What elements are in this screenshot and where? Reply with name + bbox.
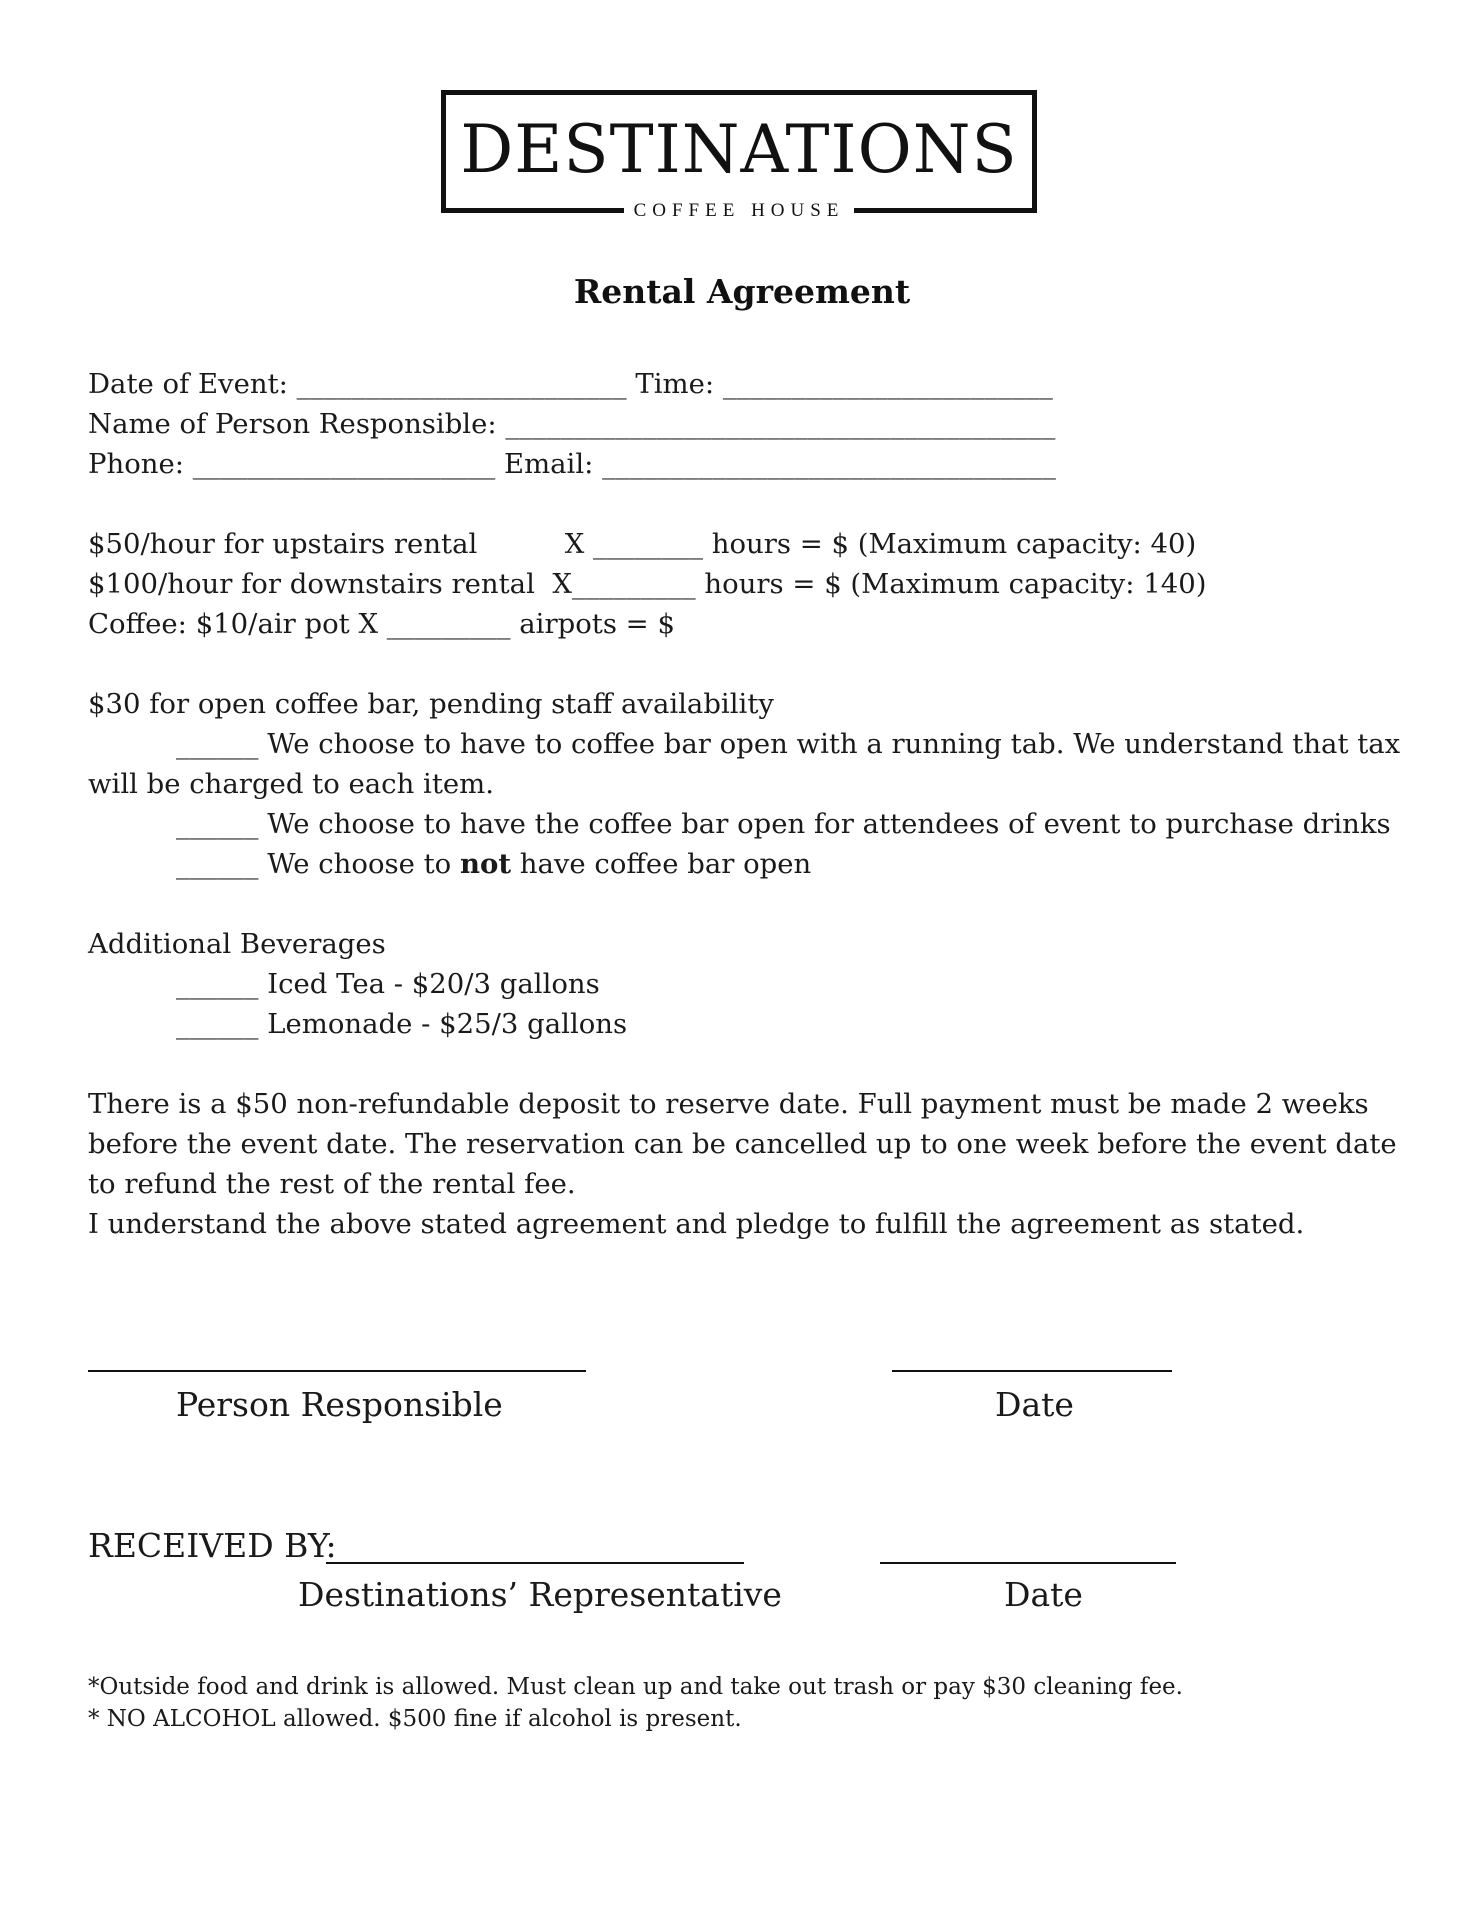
logo-name: DESTINATIONS bbox=[460, 111, 1018, 188]
coffee-bar-heading: $30 for open coffee bar, pending staff availability bbox=[88, 688, 774, 720]
date-time-field[interactable]: Date of Event: ________________________ Time: ________________________ bbox=[88, 368, 1053, 400]
coffee-bar-option-closed[interactable] bbox=[176, 844, 811, 884]
option-closed-post: have coffee bar open bbox=[511, 848, 812, 880]
terms-line-2: before the event date. The reservation can be cancelled up to one week before the event date bbox=[88, 1128, 1397, 1160]
food-note: *Outside food and drink is allowed. Must clean up and take out trash or pay $30 cleaning fee. bbox=[88, 1674, 1183, 1700]
downstairs-rate-line[interactable]: $100/hour for downstairs rental X_________ hours = $ (Maximum capacity: 140) bbox=[88, 568, 1207, 600]
phone-email-field[interactable]: Phone: ______________________ Email: _________________________________ bbox=[88, 448, 1056, 480]
option-closed-pre: ______ We choose to bbox=[176, 848, 460, 880]
terms-line-3: to refund the rest of the rental fee. bbox=[88, 1168, 576, 1200]
representative-label: Destinations’ Representative bbox=[298, 1575, 782, 1614]
logo-subtitle-wrap bbox=[446, 201, 1032, 221]
date-label-1: Date bbox=[995, 1385, 1074, 1424]
alcohol-note: * NO ALCOHOL allowed. $500 fine if alcohol is present. bbox=[88, 1706, 742, 1732]
upstairs-rate-line[interactable]: $50/hour for upstairs rental X ________ hours = $ (Maximum capacity: 40) bbox=[88, 528, 1197, 560]
representative-date-line[interactable] bbox=[880, 1562, 1176, 1564]
beverages-heading: Additional Beverages bbox=[88, 928, 386, 960]
iced-tea-option[interactable]: ______ Iced Tea - $20/3 gallons bbox=[176, 968, 600, 1000]
person-date-line[interactable] bbox=[892, 1370, 1172, 1372]
logo-subtitle: COFFEE HOUSE bbox=[624, 200, 855, 221]
option-closed-bold: not bbox=[459, 848, 512, 880]
page-title: Rental Agreement bbox=[573, 272, 911, 311]
coffee-bar-option-purchase[interactable]: ______ We choose to have the coffee bar open for attendees of event to purchase drinks bbox=[176, 808, 1391, 840]
received-by-label: RECEIVED BY: bbox=[88, 1526, 337, 1565]
person-field[interactable]: Name of Person Responsible: ________________________________________ bbox=[88, 408, 1056, 440]
representative-signature-line[interactable] bbox=[326, 1562, 744, 1564]
lemonade-option[interactable]: ______ Lemonade - $25/3 gallons bbox=[176, 1008, 628, 1040]
coffee-bar-option-tab-cont: will be charged to each item. bbox=[88, 768, 494, 800]
terms-line-1: There is a $50 non-refundable deposit to reserve date. Full payment must be made 2 weeks bbox=[88, 1088, 1369, 1120]
coffee-rate-line[interactable]: Coffee: $10/air pot X _________ airpots = $ bbox=[88, 608, 675, 640]
logo bbox=[441, 90, 1037, 221]
person-responsible-label: Person Responsible bbox=[176, 1385, 503, 1424]
agreement-statement: I understand the above stated agreement and pledge to fulfill the agreement as stated. bbox=[88, 1208, 1305, 1240]
date-label-2: Date bbox=[1004, 1575, 1083, 1614]
person-signature-line[interactable] bbox=[88, 1370, 586, 1372]
coffee-bar-option-tab[interactable]: ______ We choose to have to coffee bar open with a running tab. We understand that tax bbox=[176, 728, 1401, 760]
